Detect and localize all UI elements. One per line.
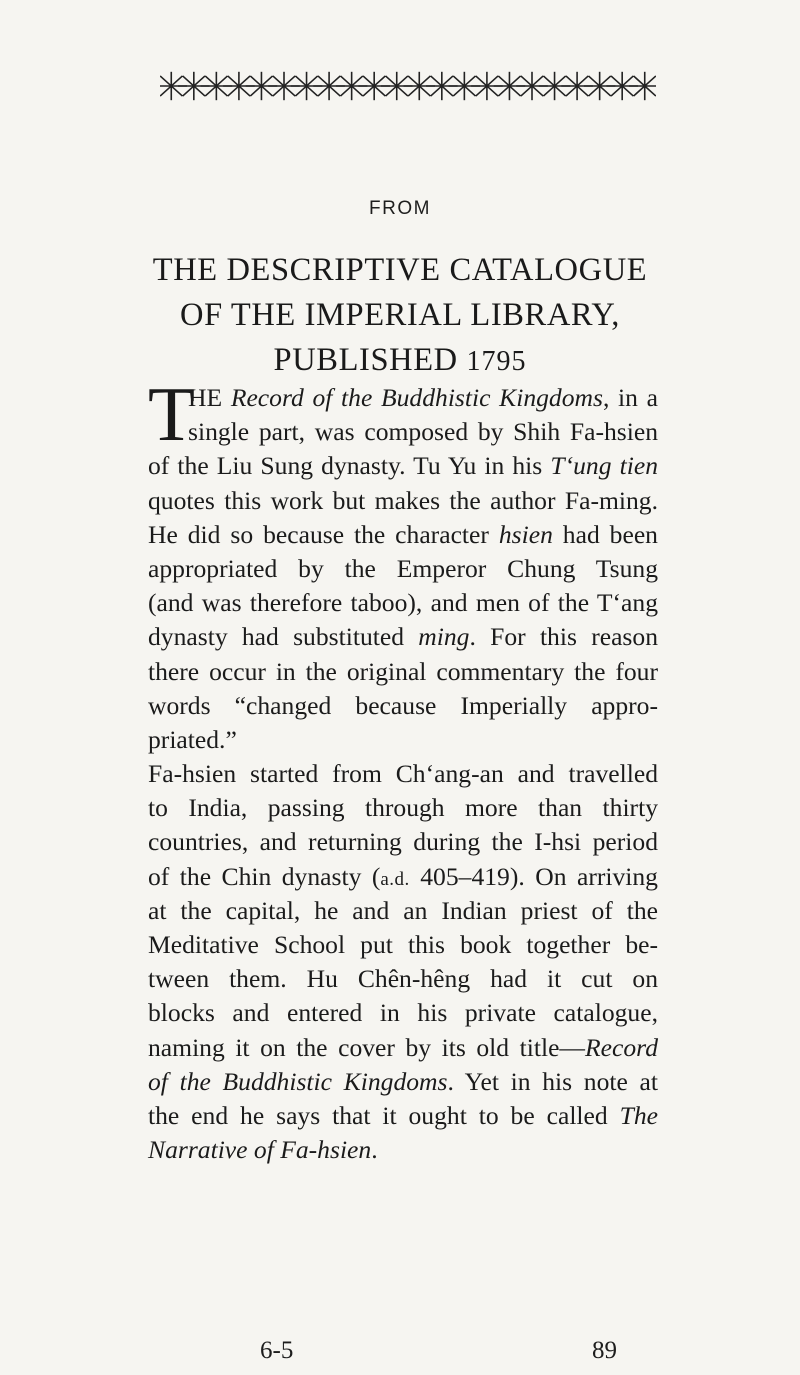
text-line: at the capital, he and an Indian priest of the <box>148 895 658 925</box>
text-line: quotes this work but makes the author Fa-ming. <box>148 485 658 515</box>
text-line: blocks and entered in his private catalogue, <box>148 998 658 1028</box>
text-line: of the Buddhistic Kingdoms. Yet in his note at <box>148 1066 658 1096</box>
star-border-ornament-icon <box>160 66 656 106</box>
text-line: tween them. Hu Chên-hêng had it cut on <box>148 964 658 994</box>
text-line: single part, was composed by Shih Fa-hsien <box>188 417 658 447</box>
title-line-2: OF THE IMPERIAL LIBRARY, <box>180 297 620 333</box>
text-line: HE Record of the Buddhistic Kingdoms, in a <box>188 383 659 412</box>
text-line: naming it on the cover by its old title—Record <box>148 1032 658 1062</box>
text-line: words “changed because Imperially appro- <box>148 690 658 720</box>
text-line: dynasty had substituted ming. For this reason <box>148 622 658 652</box>
page-number: 89 <box>592 1337 617 1364</box>
signature-mark: 6-5 <box>260 1337 294 1364</box>
text-line: of the Chin dynasty (a.d. 405–419). On arriving <box>148 861 658 891</box>
page-title <box>0 248 800 384</box>
from-label: FROM <box>369 198 431 219</box>
title-year: 1795 <box>466 346 527 377</box>
title-line-1: THE DESCRIPTIVE CATALOGUE <box>152 252 648 288</box>
text-line: to India, passing through more than thirty <box>148 793 658 823</box>
text-line: appropriated by the Emperor Chung Tsung <box>148 553 658 583</box>
title-published: PUBLISHED <box>273 342 467 378</box>
drop-cap: T <box>148 371 196 457</box>
text-line: Meditative School put this book together be- <box>148 930 658 959</box>
text-line: there occur in the original commentary the four <box>148 656 658 686</box>
text-line: the end he says that it ought to be called The <box>148 1100 658 1130</box>
text-line: Fa-hsien started from Ch‘ang-an and travelled <box>148 759 658 789</box>
body-text <box>148 371 659 1167</box>
title-line-3 <box>0 338 800 384</box>
text-line: Narrative of Fa-hsien. <box>148 1135 378 1165</box>
text-line: of the Liu Sung dynasty. Tu Yu in his T‘ung tien <box>148 451 658 481</box>
text-line: countries, and returning during the I-hsi period <box>148 827 658 857</box>
text-line: (and was therefore taboo), and men of the T‘ang <box>148 588 658 618</box>
text-line: priated.” <box>148 724 237 754</box>
text-line: He did so because the character hsien had been <box>148 519 658 549</box>
